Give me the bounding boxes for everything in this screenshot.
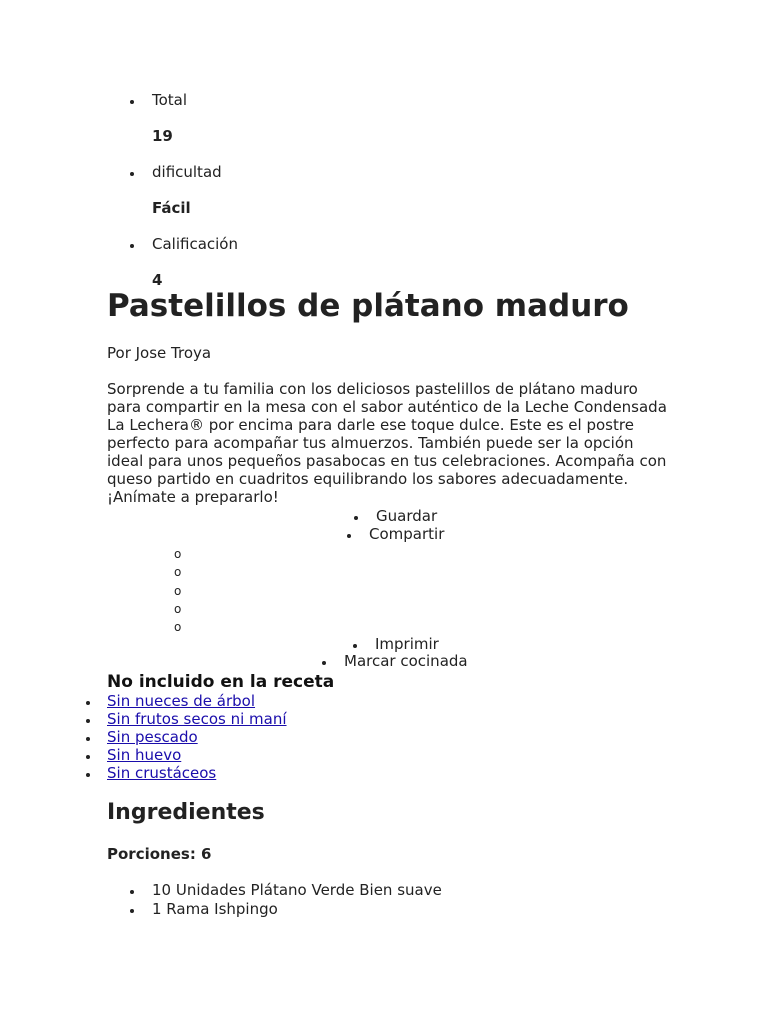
save-button[interactable]: Guardar xyxy=(376,507,438,525)
bullet-dot xyxy=(130,244,134,248)
stat-value-total: 19 xyxy=(152,127,173,145)
bullet-dot xyxy=(353,644,357,648)
bullet-dot xyxy=(130,909,134,913)
stat-value-difficulty: Fácil xyxy=(152,199,191,217)
recipe-title: Pastelillos de plátano maduro xyxy=(107,288,629,324)
share-option-bullet[interactable]: o xyxy=(174,547,182,561)
bullet-dot xyxy=(347,534,351,538)
bullet-dot xyxy=(322,661,326,665)
ingredients-heading: Ingredientes xyxy=(107,800,265,825)
share-option-bullet[interactable]: o xyxy=(174,602,182,616)
mark-cooked-button[interactable]: Marcar cocinada xyxy=(344,652,468,670)
bullet-dot xyxy=(86,773,90,777)
stat-label-difficulty: dificultad xyxy=(152,163,222,181)
ingredient-item: 1 Rama Ishpingo xyxy=(152,900,278,918)
bullet-dot xyxy=(86,737,90,741)
bullet-dot xyxy=(130,100,134,104)
share-option-bullet[interactable]: o xyxy=(174,565,182,579)
allergen-link-tree-nuts[interactable]: Sin nueces de árbol xyxy=(107,692,256,710)
bullet-dot xyxy=(130,172,134,176)
allergen-link-nuts-peanuts[interactable]: Sin frutos secos ni maní xyxy=(107,710,287,728)
stat-label-rating: Calificación xyxy=(152,235,238,253)
share-button[interactable]: Compartir xyxy=(369,525,445,543)
recipe-author: Por Jose Troya xyxy=(107,344,212,362)
share-option-bullet[interactable]: o xyxy=(174,620,182,634)
stat-value-rating: 4 xyxy=(152,271,163,289)
servings-label: Porciones: 6 xyxy=(107,845,212,863)
recipe-description: Sorprende a tu familia con los deliciosos pastelillos de plátano maduro para compartir en la mesa con el sabor auténtico de la Leche Condensada La Lechera® por encima para darle ese toque dulce. Este es el postre perfecto para acompañar tus almuerzos. También puede ser la opción ideal para unos pequeños pasabocas en tus celebraciones. Acompaña con queso partido en cuadritos equilibrando los sabores adecuadamente. ¡Anímate a prepararlo! xyxy=(107,380,667,506)
bullet-dot xyxy=(86,701,90,705)
stat-label-total: Total xyxy=(152,91,188,109)
bullet-dot xyxy=(86,719,90,723)
bullet-dot xyxy=(130,890,134,894)
allergen-link-egg[interactable]: Sin huevo xyxy=(107,746,182,764)
bullet-dot xyxy=(354,516,358,520)
share-option-bullet[interactable]: o xyxy=(174,584,182,598)
allergen-link-crustaceans[interactable]: Sin crustáceos xyxy=(107,764,217,782)
allergen-link-fish[interactable]: Sin pescado xyxy=(107,728,198,746)
ingredient-item: 10 Unidades Plátano Verde Bien suave xyxy=(152,881,442,899)
allergens-heading: No incluido en la receta xyxy=(107,672,335,692)
bullet-dot xyxy=(86,755,90,759)
print-button[interactable]: Imprimir xyxy=(375,635,439,653)
